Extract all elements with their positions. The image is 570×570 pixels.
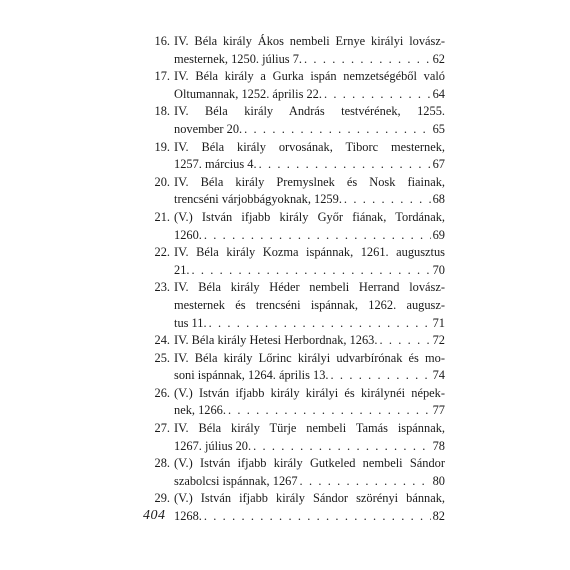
entry-last-line [174,508,445,526]
toc-entry [143,139,445,174]
entry-page-number: 62 [432,51,445,66]
dot-leader [331,367,431,385]
entry-last-line [174,315,445,333]
entry-last-line [174,402,445,420]
entry-last-text: 1257. március 4. [174,157,257,172]
entry-line: IV. Béla király Kozma ispánnak, 1261. augusztus [174,245,445,260]
entry-text [174,68,445,103]
entry-page-number: 67 [432,157,445,172]
entry-text [174,455,445,490]
entry-last-text: IV. Béla király Hetesi Herbordnak, 1263. [174,333,378,348]
entry-last-text: november 20. [174,121,243,136]
entry-last-line [174,86,445,104]
toc-entry [143,385,445,420]
toc-entry [143,174,445,209]
entry-last-text: szabolcsi ispánnak, 1267 [174,473,298,488]
dot-leader [244,121,430,139]
entry-last-text: mesternek, 1250. július 7. [174,51,303,66]
entry-number: 22. [154,245,170,260]
toc-entry [143,68,445,103]
dot-leader [344,191,431,209]
entry-last-line [174,367,445,385]
toc-entry [143,209,445,244]
entry-text [174,420,445,455]
entry-number: 28. [154,456,170,471]
entry-last-text: nek, 1266. [174,403,226,418]
dot-leader [192,262,431,280]
entry-last-line [174,156,445,174]
entry-line: IV. Béla király Ákos nembeli Ernye királyi lovász- [174,34,445,48]
entry-page-number: 70 [432,262,445,277]
entry-text [174,103,445,138]
toc-entry [143,244,445,279]
entry-number: 17. [154,69,170,84]
entry-last-line [174,121,445,139]
entry-text [174,350,445,385]
entry-page-number: 65 [432,121,445,136]
entry-text [174,332,445,350]
entry-line: IV. Béla király Premyslnek és Nosk fiainak, [174,174,445,189]
entry-last-text: trencséni várjobbágyoknak, 1259. [174,192,342,207]
page-number: 404 [143,508,166,523]
entry-last-line [174,191,445,209]
entry-page-number: 64 [432,86,445,101]
entry-page-number: 69 [432,227,445,242]
entry-number: 19. [154,139,170,154]
entry-page-number: 82 [432,509,445,524]
entry-last-text: 1267. július 20. [174,438,252,453]
entry-page-number: 77 [432,403,445,418]
entry-text [174,209,445,244]
entry-line: IV. Béla király orvosának, Tiborc mesternek, [174,139,445,154]
entry-number: 24. [154,333,170,348]
table-of-contents [143,33,445,526]
entry-number: 23. [154,280,170,295]
toc-entry [143,490,445,525]
dot-leader [204,508,431,526]
entry-text [174,174,445,209]
entry-page-number: 80 [432,473,445,488]
dot-leader [324,86,431,104]
entry-page-number: 78 [432,438,445,453]
entry-line: (V.) István ifjabb király Gutkeled nembeli Sándor [174,456,445,471]
toc-entry [143,279,445,332]
entry-text [174,279,445,332]
entry-last-line [174,332,445,350]
toc-entry [143,420,445,455]
entry-page-number: 68 [432,192,445,207]
dot-leader [300,473,431,491]
entry-page-number: 72 [432,333,445,348]
dot-leader [253,438,431,456]
entry-line: mesternek és trencséni ispánnak, 1262. augusz- [174,297,445,312]
entry-last-text: Oltumannak, 1252. április 22. [174,86,322,101]
toc-entry [143,455,445,490]
entry-number: 20. [154,174,170,189]
dot-leader [204,227,431,245]
toc-entry [143,332,445,350]
toc-entry [143,33,445,68]
entry-last-text: tus 11. [174,315,207,330]
entry-number: 18. [154,104,170,119]
toc-entry [143,350,445,385]
entry-line: IV. Béla király Héder nembeli Herrand lovász- [174,280,445,295]
entry-text [174,490,445,525]
entry-page-number: 74 [432,368,445,383]
entry-last-line [174,473,445,491]
entry-last-line [174,51,445,69]
entry-number: 16. [154,34,170,48]
entry-last-line [174,262,445,280]
dot-leader [209,315,431,333]
entry-number: 21. [154,209,170,224]
entry-last-text: 21. [174,262,190,277]
entry-number: 26. [154,385,170,400]
dot-leader [259,156,431,174]
entry-line: (V.) István ifjabb király Sándor szörényi bánnak, [174,491,445,506]
entry-line: IV. Béla király Lőrinc királyi udvarbírónak és mo- [174,350,445,365]
entry-line: (V.) István ifjabb király Győr fiának, Tordának, [174,209,445,224]
entry-number: 29. [154,491,170,506]
entry-number: 25. [154,350,170,365]
dot-leader [228,402,431,420]
entry-last-text: 1260. [174,227,202,242]
entry-line: (V.) István ifjabb király királyi és királynéi népek- [174,385,445,400]
entry-page-number: 71 [432,315,445,330]
entry-text [174,244,445,279]
entry-last-text: soni ispánnak, 1264. április 13. [174,368,329,383]
entry-text [174,139,445,174]
dot-leader [379,332,430,350]
toc-entry [143,103,445,138]
entry-last-line [174,438,445,456]
entry-last-text: 1268. [174,509,202,524]
entry-last-line [174,227,445,245]
entry-line: IV. Béla király a Gurka ispán nemzetségéből való [174,69,445,84]
entry-line: IV. Béla király András testvérének, 1255. [174,104,445,119]
entry-line: IV. Béla király Türje nembeli Tamás ispánnak, [174,421,445,436]
entry-text [174,33,445,68]
dot-leader [304,51,431,69]
entry-number: 27. [154,421,170,436]
entry-text [174,385,445,420]
